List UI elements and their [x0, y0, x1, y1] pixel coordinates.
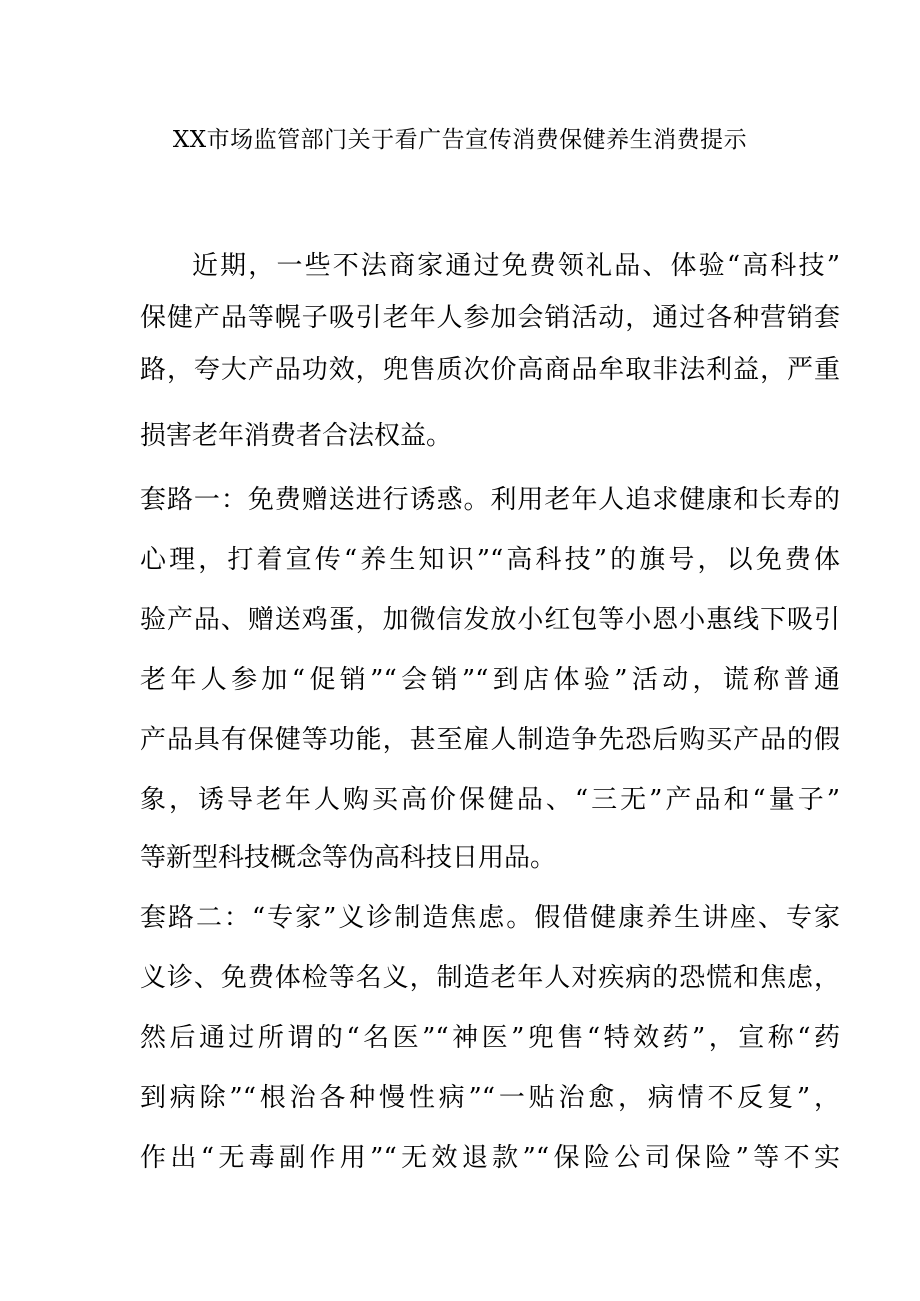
- section1-line: 老年人参加“促销”“会销”“到店体验”活动，谎称普通: [140, 665, 840, 695]
- section1-line: 等新型科技概念等伪高科技日用品。: [140, 843, 557, 873]
- section2-line: 套路二：“专家”义诊制造焦虑。假借健康养生讲座、专家: [140, 903, 840, 933]
- intro-line: 保健产品等幌子吸引老年人参加会销活动，通过各种营销套: [140, 303, 840, 333]
- section1-line: 象，诱导老年人购买高价保健品、“三无”产品和“量子”: [140, 785, 840, 815]
- document-title: XX市场监管部门关于看广告宣传消费保健养生消费提示: [172, 127, 748, 153]
- section2-line: 义诊、免费体检等名义，制造老年人对疾病的恐慌和焦虑，: [140, 963, 840, 993]
- section2-line: 然后通过所谓的“名医”“神医”兜售“特效药”，宣称“药: [140, 1023, 840, 1053]
- intro-line: 路，夸大产品功效，兜售质次价高商品牟取非法利益，严重: [140, 355, 840, 385]
- intro-line: 损害老年消费者合法权益。: [140, 421, 453, 451]
- intro-line: 近期，一些不法商家通过免费领礼品、体验“高科技”: [192, 251, 840, 281]
- section2-line: 到病除”“根治各种慢性病”“一贴治愈，病情不反复”，: [140, 1083, 840, 1113]
- section1-line: 产品具有保健等功能，甚至雇人制造争先恐后购买产品的假: [140, 725, 840, 755]
- section1-line: 心理，打着宣传“养生知识”“高科技”的旗号，以免费体: [140, 545, 840, 575]
- section1-line: 验产品、赠送鸡蛋，加微信发放小红包等小恩小惠线下吸引: [140, 605, 840, 635]
- section1-line: 套路一：免费赠送进行诱惑。利用老年人追求健康和长寿的: [140, 485, 840, 515]
- section2-line: 作出“无毒副作用”“无效退款”“保险公司保险”等不实: [140, 1143, 840, 1173]
